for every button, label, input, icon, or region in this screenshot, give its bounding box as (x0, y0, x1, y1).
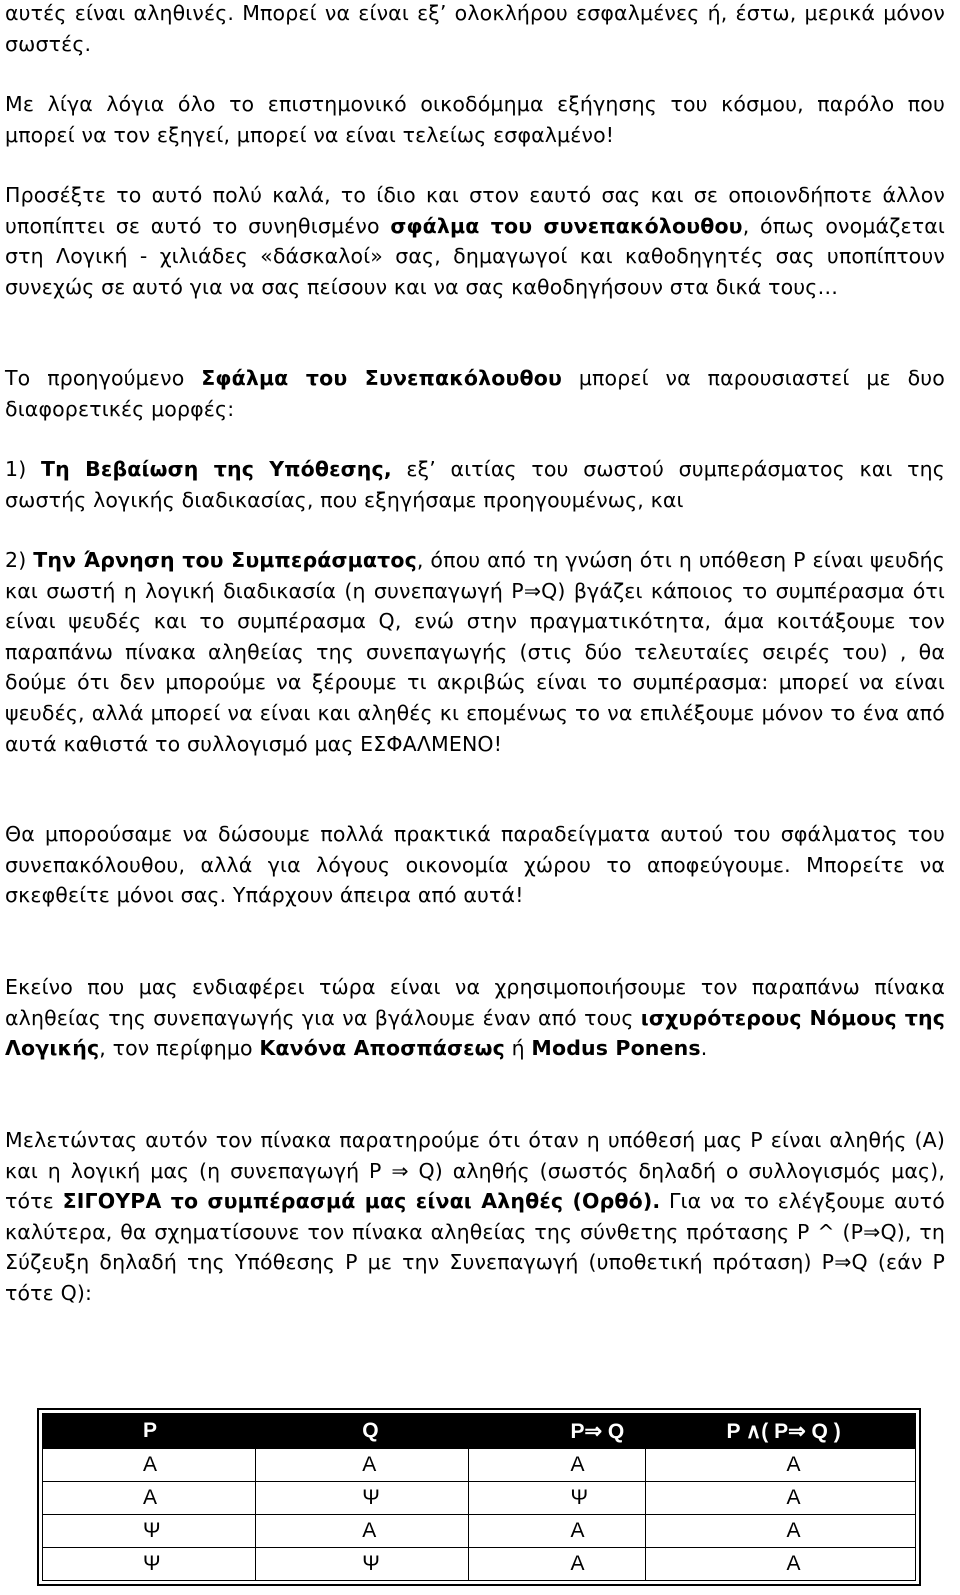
text: ή (504, 1036, 532, 1061)
table-cell: Α (256, 1515, 469, 1548)
text: Για να το ελέγξουμε αυτό καλύτερα, θα σχηματίσουνε τον πίνακα αληθείας της σύνθετης πρότασης P ^ (P (5, 1189, 945, 1244)
implies-arrow-icon: ⇒ (834, 1250, 852, 1275)
paragraph-2: Με λίγα λόγια όλο το επιστημονικό οικοδόμημα εξήγησης του κόσμου, παρόλο που μπορεί να τον εξηγεί, μπορεί να είναι τελείως εσφαλμένο! (5, 92, 945, 147)
table-cell: Α (469, 1548, 646, 1581)
table-row (43, 1482, 916, 1515)
text: Q) αληθής (σωστός δηλαδή ο συλλογισμός μας), τότε (5, 1158, 945, 1214)
implies-arrow-icon: ⇒ (391, 1158, 409, 1183)
table-cell: Α (646, 1449, 916, 1482)
table-cell: Α (646, 1548, 916, 1581)
bold-term-modus-ponens: Modus Ponens (531, 1036, 701, 1061)
table-cell: Ψ (469, 1482, 646, 1515)
table-cell: Α (469, 1449, 646, 1482)
table-cell: Α (646, 1515, 916, 1548)
table-row (43, 1449, 916, 1482)
text: , όπως ονομάζεται στη Λογική - χιλιάδες «δάσκαλοί» σας, δημαγωγοί και καθοδηγητές σας υποπίπτουν συνεχώς σε αυτό για να σας πείσουν και να σας καθοδηγήσουν στα δικά τους… (5, 213, 945, 299)
bold-term-laws: ισχυρότερους Νόμους της Λογικής (5, 1005, 945, 1061)
truth-table-header-row (43, 1414, 916, 1449)
text: Q (εάν P τότε Q): (5, 1250, 946, 1305)
bold-conclusion: ΣΙΓΟΥΡΑ το συμπέρασμά μας είναι Αληθές (Ορθό). (62, 1189, 661, 1214)
truth-table (42, 1413, 916, 1581)
bold-term-affirming: Τη Βεβαίωση της Υπόθεσης, (40, 457, 392, 481)
paragraph-5 (5, 454, 945, 515)
table-cell: Ψ (43, 1548, 256, 1581)
text: εξ’ αιτίας του σωστού συμπεράσματος και της σωστής λογικής διαδικασίας, που εξηγήσαμε προηγουμένως, και (5, 457, 945, 512)
bold-term-fallacy: σφάλμα του συνεπακόλουθου (390, 213, 743, 238)
table-row (43, 1515, 916, 1548)
text: Εκείνο που μας ενδιαφέρει τώρα είναι να χρησιμοποιήσουμε τον παραπάνω πίνακα αληθείας της συνεπαγωγής για να βγάλουμε έναν από τους (5, 975, 945, 1030)
table-cell: Α (646, 1482, 916, 1515)
text: μπορεί να παρουσιαστεί με δυο διαφορετικές μορφές: (5, 366, 946, 421)
implies-arrow-icon: ⇒ (863, 1219, 881, 1244)
table-cell: Α (43, 1482, 256, 1515)
table-cell: Α (43, 1449, 256, 1482)
text: Προσέξτε το αυτό πολύ καλά, το ίδιο και στον εαυτό σας και σε οποιονδήποτε άλλον υποπίπτει σε αυτό το συνηθισμένο (5, 183, 945, 238)
text: Μελετώντας αυτόν τον πίνακα παρατηρούμε ότι όταν η υπόθεσή μας P είναι αληθής (Α) και η λογική μας (η συνεπαγωγή P (5, 1128, 945, 1183)
paragraph-1: αυτές είναι αληθινές. Μπορεί να είναι εξ’ ολοκλήρου εσφαλμένες ή, έστω, μερικά μόνον σωστές. (5, 1, 945, 56)
paragraph-9 (5, 1125, 945, 1309)
paragraph-7: Θα μπορούσαμε να δώσουμε πολλά πρακτικά παραδείγματα αυτού του σφάλματος του συνεπακόλουθου, αλλά για λόγους οικονομία χώρου το αποφεύγουμε. Μπορείτε να σκεφθείτε μόνοι σας. Υπάρχουν άπειρα από αυτά! (5, 822, 945, 908)
table-cell: Ψ (256, 1548, 469, 1581)
bold-term-rule: Κανόνα Αποσπάσεως (259, 1036, 505, 1061)
text: Το προηγούμενο (5, 366, 202, 390)
paragraph-8 (5, 972, 945, 1064)
table-cell: Ψ (43, 1515, 256, 1548)
bold-term-fallacy: Σφάλμα του Συνεπακόλουθου (201, 366, 562, 390)
table-cell: Α (256, 1449, 469, 1482)
header-cell-p: P (43, 1414, 256, 1449)
text: Q), τη Σύζευξη δηλαδή της Υπόθεσης P με την Συνεπαγωγή (υποθετική πρόταση) P (5, 1219, 945, 1275)
text: , τον περίφημο (99, 1036, 260, 1061)
text: , όπου από τη γνώση ότι η υπόθεση P είναι ψευδής και σωστή η λογική διαδικασία (η συνεπαγωγή P (5, 548, 945, 603)
paragraph-4 (5, 363, 945, 424)
bold-term-denying: Την Άρνηση του Συμπεράσματος (33, 548, 417, 572)
truth-table-frame (37, 1408, 921, 1586)
text: 1) (5, 457, 41, 481)
header-cell-implication: P⇒ Q (469, 1414, 646, 1449)
table-row (43, 1548, 916, 1581)
implies-arrow-icon: ⇒ (523, 578, 542, 603)
paragraph-3 (5, 180, 945, 302)
text: 2) (5, 548, 34, 572)
table-cell: Ψ (256, 1482, 469, 1515)
paragraph-6 (5, 545, 945, 759)
table-cell: Α (469, 1515, 646, 1548)
header-cell-q: Q (256, 1414, 469, 1449)
text: . (700, 1036, 708, 1061)
header-cell-conjunction: P ∧( P⇒ Q ) (646, 1414, 916, 1449)
text: Q) βγάζει κάποιος το συμπέρασμα ότι είναι ψευδές και το συμπέρασμα Q, ενώ στην πραγματικότητα, άμα κοιτάξουμε τον παραπάνω πίνακα αληθείας της συνεπαγωγής (στις δύο τελευταίες σειρές του) , θα δούμε ότι δεν μπορούμε να ξέρουμε τι ακριβώς είναι το συμπέρασμα: μπορεί να είναι ψευδές, αλλά μπορεί να είναι και αληθές κι επομένως το να επιλέξουμε μόνον το ένα από αυτά καθιστά το συλλογισμό μας ΕΣΦΑΛΜΕΝΟ! (5, 578, 946, 756)
